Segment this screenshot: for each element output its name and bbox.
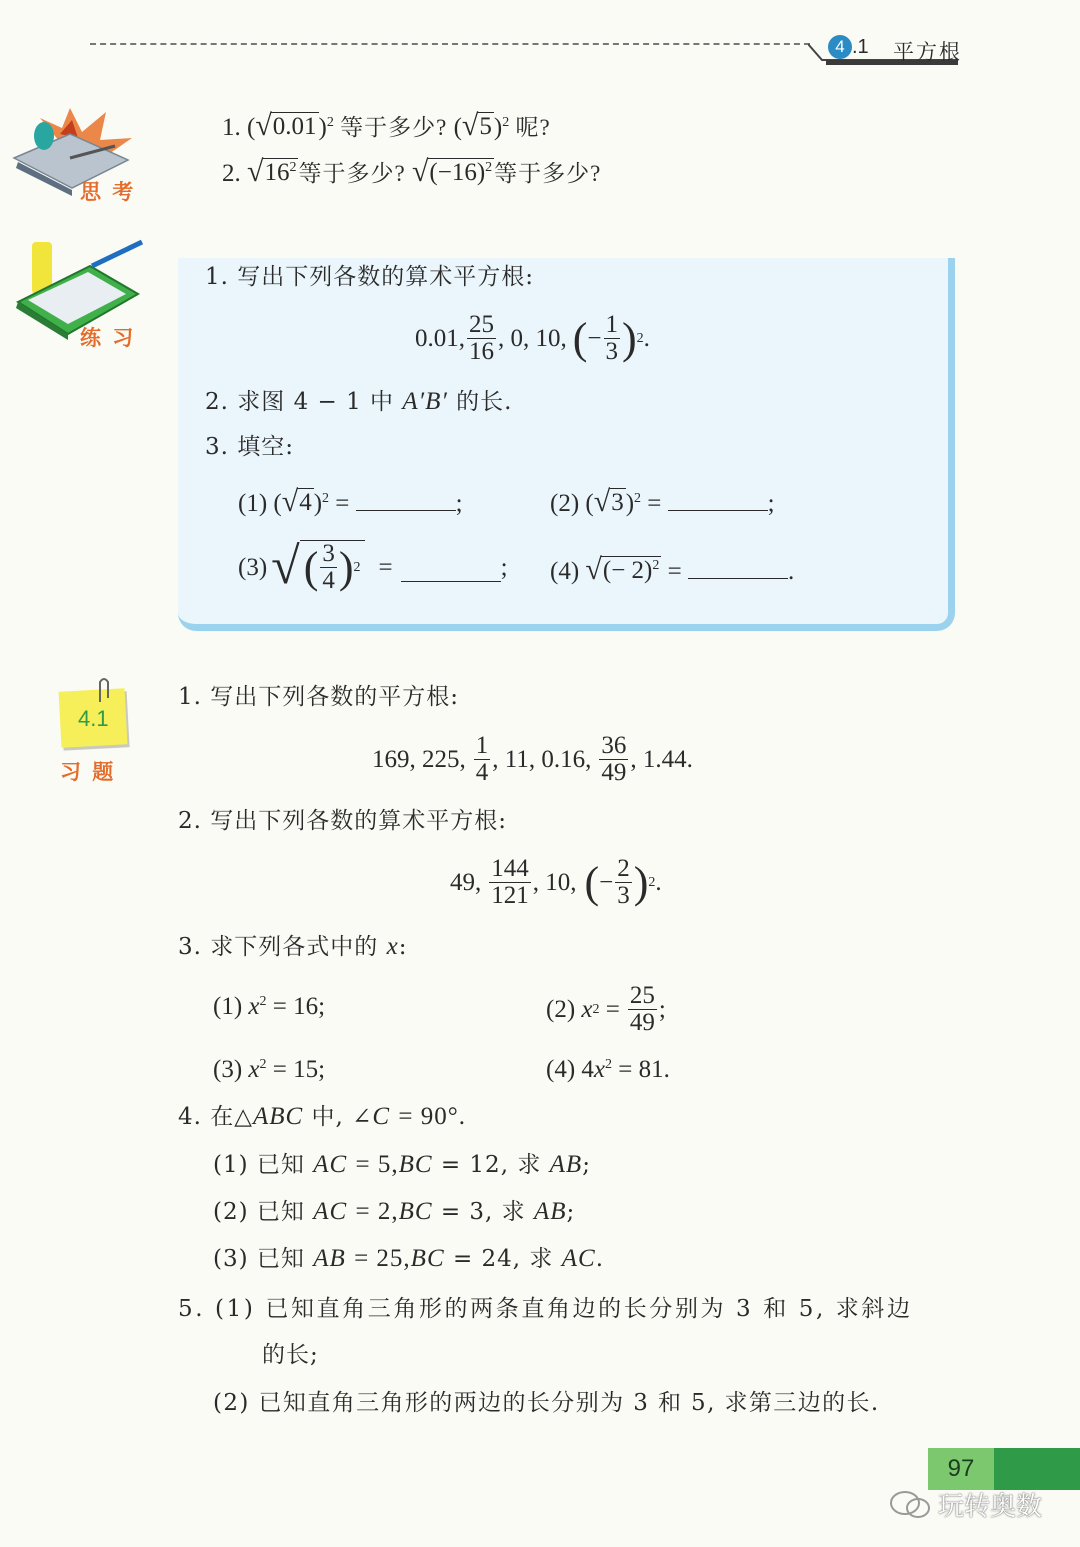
- exercise-q2: 2. 写出下列各数的算术平方根:: [178, 808, 508, 834]
- fraction-25-16: $\frac{25}{16}$: [469, 311, 494, 366]
- header-dashed-rule: [90, 43, 810, 45]
- fraction-25-49: $\frac{25}{49}$: [629, 982, 655, 1037]
- exercise-label: 习 题: [60, 760, 116, 784]
- think-label: 思 考: [80, 180, 136, 204]
- exercise-q3-1: (1) $x^2 = 16$;: [213, 993, 326, 1020]
- exercise-q5-2: (2) 已知直角三角形的两边的长分别为 3 和 5, 求第三边的长.: [213, 1390, 880, 1416]
- fraction-36-49: $\frac{36}{49}$: [601, 732, 627, 787]
- exercise-q3: 3. 求下列各式中的 x:: [178, 933, 408, 960]
- chapter-badge: [828, 35, 852, 59]
- answer-blank-3[interactable]: [401, 553, 501, 582]
- chat-bubble-icon: [888, 1489, 932, 1521]
- watermark-text: 玩转奥数: [938, 1492, 1043, 1522]
- fill-item-3: (3) √ ( $\frac{3}{4}$ ) 2 = ;: [238, 538, 508, 596]
- fraction-144-121: $\frac{144}{121}$: [491, 855, 529, 910]
- sqrt-16-squared: √ $16^2$: [247, 155, 297, 188]
- fill-item-1: (1) ( √ 4 )$^2$ = ;: [238, 485, 463, 518]
- exercise-number: 4.1: [78, 706, 109, 731]
- watermark: [888, 1486, 1042, 1523]
- exercise-q4-2: (2) 已知 AC = 2,BC = 3, 求 AB;: [213, 1198, 576, 1225]
- exercise-q3-4: (4) $4x^2 = 81$.: [546, 1056, 670, 1083]
- fill-item-4: (4) √ (− 2)$^2$ = .: [550, 553, 795, 586]
- practice-q1-numbers: 0.01, $\frac{25}{16}$ , 0, 10, ( − $\frac{1}{3}$ ) 2 .: [415, 311, 650, 366]
- practice-q1: 1. 写出下列各数的算术平方根:: [205, 264, 535, 290]
- page-number: 97: [947, 1455, 975, 1482]
- exercise-q5-1-cont: 的长;: [262, 1342, 319, 1368]
- fraction-1-3: $\frac{1}{3}$: [605, 311, 619, 366]
- answer-blank-2[interactable]: [668, 510, 768, 511]
- exercise-q4-1: (1) 已知 AC = 5,BC = 12, 求 AB;: [213, 1151, 591, 1178]
- section-title: 平方根: [893, 40, 962, 64]
- sqrt-5: √ 5: [461, 109, 492, 142]
- think-q2: 2. √ $16^2$ 等于多少? √ $(-16)^2$ 等于多少?: [222, 155, 602, 188]
- answer-blank-1[interactable]: [356, 510, 456, 511]
- exercise-q5-1: 5. (1) 已知直角三角形的两条直角边的长分别为 3 和 5, 求斜边: [178, 1296, 913, 1322]
- chapter-number: 4: [835, 37, 845, 56]
- fraction-3-4: $\frac{3}{4}$: [322, 540, 335, 595]
- exercise-q3-2: (2) x 2 = $\frac{25}{49}$ ;: [546, 982, 666, 1037]
- paperclip-icon: [96, 676, 112, 706]
- think-q1: 1. ( √ 0.01 )$^2$ 等于多少? ( √ 5 )$^2$ 呢?: [222, 109, 551, 142]
- fraction-2-3: $\frac{2}{3}$: [617, 855, 630, 910]
- section-number: .1: [852, 36, 869, 58]
- exercise-q2-numbers: 49, $\frac{144}{121}$ , 10, ( − $\frac{2}{3}$ ) 2 .: [450, 855, 662, 910]
- exercise-q4-3: (3) 已知 AB = 25,BC = 24, 求 AC.: [213, 1245, 604, 1272]
- exercise-q1-numbers: 169, 225, $\frac{1}{4}$ , 11, 0.16, $\frac{36}{49}$ , 1.44.: [372, 732, 693, 787]
- practice-q3: 3. 填空:: [205, 434, 295, 460]
- sqrt-neg16-squared: √ $(-16)^2$: [411, 155, 493, 188]
- exercise-q4: 4. 在△ABC 中, ∠C = 90°.: [178, 1103, 466, 1130]
- exercise-q1: 1. 写出下列各数的平方根:: [178, 684, 460, 710]
- exercise-q3-3: (3) $x^2 = 15$;: [213, 1056, 326, 1083]
- page-number-box: [928, 1448, 994, 1490]
- practice-label: 练 习: [80, 326, 136, 350]
- fill-item-2: (2) ( √ 3 )$^2$ = ;: [550, 485, 775, 518]
- practice-q2: 2. 求图 4 − 1 中 A′B′ 的长.: [205, 388, 513, 415]
- sqrt-0.01: √ 0.01: [255, 109, 317, 142]
- fraction-1-4: $\frac{1}{4}$: [475, 732, 489, 787]
- answer-blank-4[interactable]: [688, 578, 788, 579]
